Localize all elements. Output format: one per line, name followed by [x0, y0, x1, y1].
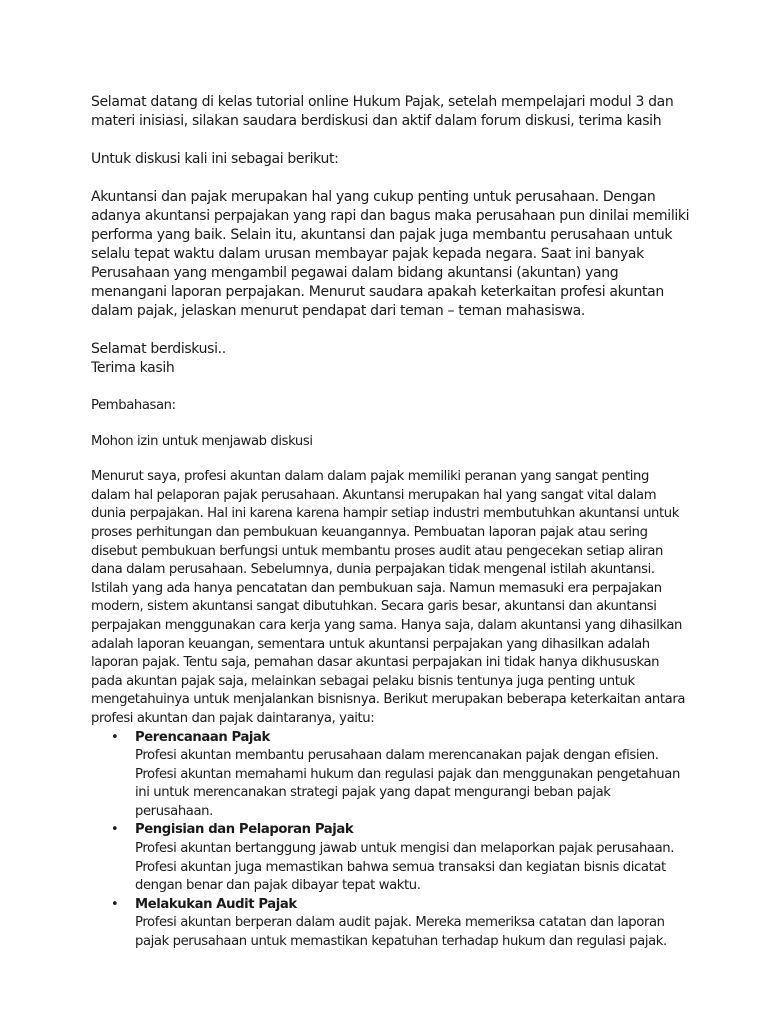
section-heading: Pembahasan: — [91, 398, 176, 413]
closing-greeting: Selamat berdiskusi.. — [91, 341, 226, 357]
closing-thanks: Terima kasih — [91, 360, 175, 376]
list-item — [91, 729, 691, 822]
list-item — [91, 896, 691, 952]
bullet-icon: • — [111, 729, 119, 745]
list-item — [91, 821, 691, 895]
intro-paragraph: Selamat datang di kelas tutorial online Hukum Pajak, setelah mempelajari modul 3 dan materi inisiasi, silakan saudara berdiskusi dan aktif dalam forum diskusi, terima kasih — [91, 94, 674, 129]
document-body — [91, 93, 691, 952]
bullet-icon: • — [111, 822, 119, 838]
answer-intro: Mohon izin untuk menjawab diskusi — [91, 433, 313, 449]
discussion-question: Akuntansi dan pajak merupakan hal yang cukup penting untuk perusahaan. Dengan adanya akuntansi perpajakan yang rapi dan bagus maka perusahaan pun dinilai memiliki performa yang baik. Selain itu, akuntansi dan pajak juga membantu perusahaan untuk selalu tepat waktu dalam urusan membayar pajak kepada negara. Saat ini banyak Perusahaan yang mengambil pegawai dalam bidang akuntansi (akuntan) yang menangani laporan perpajakan. Menurut saudara apakah keterkaitan profesi akuntan dalam pajak, jelaskan menurut pendapat dari teman – teman mahasiswa. — [91, 189, 690, 319]
topic-text: Profesi akuntan berperan dalam audit pajak. Mereka memeriksa catatan dan laporan pajak perusahaan untuk memastikan kepatuhan terhadap hukum dan regulasi pajak. — [135, 915, 667, 950]
discussion-lead: Untuk diskusi kali ini sebagai berikut: — [91, 151, 339, 167]
topic-text: Profesi akuntan bertanggung jawab untuk mengisi dan melaporkan pajak perusahaan. Profesi akuntan juga memastikan bahwa semua transaksi dan kegiatan bisnis dicatat dengan benar dan pajak dibayar tepat waktu. — [135, 841, 675, 894]
topic-title: Melakukan Audit Pajak — [135, 896, 297, 912]
topic-list — [91, 729, 691, 952]
topic-title: Pengisian dan Pelaporan Pajak — [135, 822, 354, 838]
topic-title: Perencanaan Pajak — [135, 729, 270, 745]
topic-text: Profesi akuntan membantu perusahaan dalam merencanakan pajak dengan efisien. Profesi akuntan memahami hukum dan regulasi pajak dan menggunakan pengetahuan ini untuk merencanakan strategi pajak yang dapat mengurangi beban pajak perusahaan. — [135, 748, 680, 819]
answer-body: Menurut saya, profesi akuntan dalam dalam pajak memiliki peranan yang sangat penting dalam hal pelaporan pajak perusahaan. Akuntansi merupakan hal yang sangat vital dalam dunia perpajakan. Hal ini karena karena hampir setiap industri membutuhkan akuntansi untuk proses perhitungan dan pembukuan keuangannya. Pembuatan laporan pajak atau sering disebut pembukuan berfungsi untuk membantu proses audit atau pengecekan setiap aliran dana dalam perusahaan. Sebelumnya, dunia perpajakan tidak mengenal istilah akuntansi. Istilah yang ada hanya pencatatan dan pembukuan saja. Namun memasuki era perpajakan modern, sistem akuntansi sangat dibutuhkan. Secara garis besar, akuntansi dan akuntansi perpajakan menggunakan cara kerja yang sama. Hanya saja, dalam akuntansi yang dihasilkan adalah laporan keuangan, sementara untuk akuntansi perpajakan yang dihasilkan adalah laporan pajak. Tentu saja, pemahan dasar akuntasi perpajakan ini tidak hanya dikhususkan pada akuntan pajak saja, melainkan sebagai pelaku bisnis tentunya juga penting untuk mengetahuinya untuk menjalankan bisnisnya. Berikut merupakan beberapa keterkaitan antara profesi akuntan dan pajak daintaranya, yaitu: — [91, 469, 686, 726]
bullet-icon: • — [111, 896, 119, 912]
